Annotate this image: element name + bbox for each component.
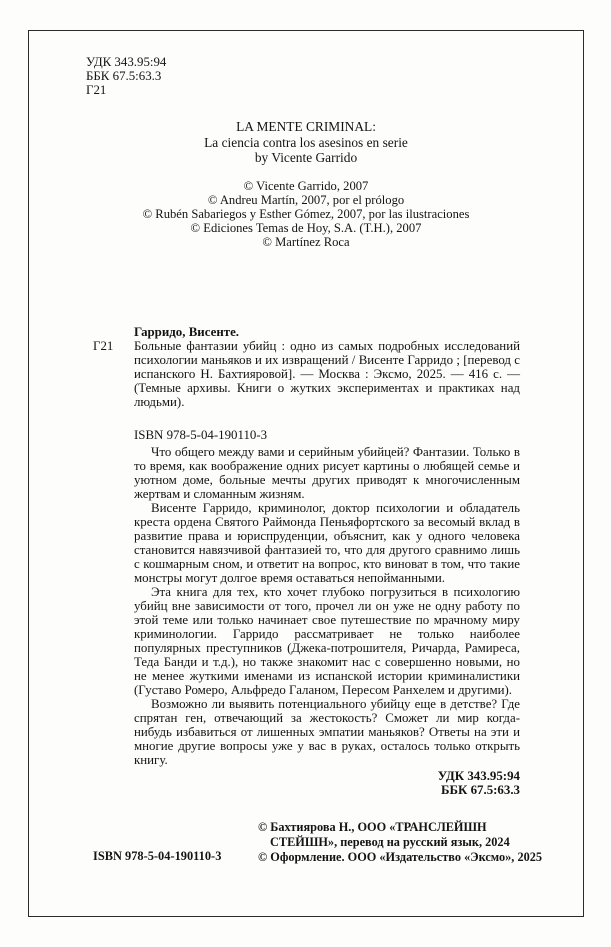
isbn-line: ISBN 978-5-04-190110-3 xyxy=(134,427,268,442)
bbk-code-top: ББК 67.5:63.3 xyxy=(86,69,162,83)
annotation-block xyxy=(134,445,520,767)
footer-block xyxy=(29,819,543,865)
annotation-paragraph: Возможно ли выявить потенциального убийцу еще в детстве? Где спрятан ген, отвечающий за жестокость? Сможет ли мир когда-нибудь избавиться от лишенных эмпатии маньяков? Ответы на эти и многие другие вопросы уже у вас в руках, осталось только открыть книгу. xyxy=(134,696,520,767)
annotation-paragraph: Эта книга для тех, кто хочет глубоко погрузиться в психологию убийц вне зависимости от того, прочел ли он уже не одну работу по этой теме или только начинает свое путешествие по мрачному миру криминологии. Гарридо рассматривает не только наиболее популярных преступников (Джека-потрошителя, Ричарда, Рамиреса, Теда Банди и т.д.), но также знакомит нас с совершенно новыми, но не менее жуткими именами из испанской истории криминалистики (Густаво Ромеро, Альфредо Галаном, Пересом Ранхелем и другими). xyxy=(134,584,520,697)
russian-copyright-list xyxy=(258,819,543,865)
catalog-card-entry: Больные фантазии убийц : одно из самых подробных исследований психологии маньяков и их извращений / Висенте Гарридо ; [перевод с испанского Н. Бахтияровой]. — Москва : Эксмо, 2025. — 416 с. — (Темные архивы. Книги о жутких экспериментах и практиках над людьми). xyxy=(134,338,520,409)
udk-code-bottom: УДК 343.95:94 xyxy=(437,768,520,783)
bbk-code-bottom: ББК 67.5:63.3 xyxy=(440,782,520,797)
page-border xyxy=(28,30,584,917)
original-copyright-line: © Vicente Garrido, 2007 xyxy=(243,178,369,193)
original-copyright-line: © Andreu Martín, 2007, por el prólogo xyxy=(207,192,405,207)
catalog-card-entry-row xyxy=(93,338,520,409)
original-title-block xyxy=(29,119,583,166)
annotation-paragraph: Висенте Гарридо, криминолог, доктор психологии и обладатель креста ордена Святого Раймонда Пеньяфортского за весомый вклад в развитие права и юриспруденции, объяснит, как у одного человека становится навязчивой фантазией то, что для другого сравнимо лишь с кошмарным сном, и ответит на вопрос, кто виноват в том, что такие монстры могут долгое время оставаться непойманными. xyxy=(134,500,520,585)
catalog-card-author: Гарридо, Висенте. xyxy=(134,324,240,339)
footer-isbn: ISBN 978-5-04-190110-3 xyxy=(93,848,222,863)
original-copyright-list xyxy=(29,179,583,249)
main-text-block xyxy=(93,324,520,797)
original-byline: by Vicente Garrido xyxy=(254,150,358,166)
udk-code-top: УДК 343.95:94 xyxy=(86,55,167,69)
design-copyright: © Оформление. ООО «Издательство «Эксмо», 2025 xyxy=(258,849,543,864)
catalog-card-code: Г21 xyxy=(93,338,114,353)
classification-codes-bottom xyxy=(134,769,520,797)
original-copyright-line: © Ediciones Temas de Hoy, S.A. (T.H.), 2007 xyxy=(190,220,422,235)
original-copyright-line: © Rubén Sabariegos y Esther Gómez, 2007, por las ilustraciones xyxy=(142,206,470,221)
original-copyright-line: © Martínez Roca xyxy=(262,234,350,249)
translation-copyright: © Бахтиярова Н., ООО «ТРАНСЛЕЙШН СТЕЙШН», перевод на русский язык, 2024 xyxy=(258,819,510,849)
original-title: LA MENTE CRIMINAL: xyxy=(236,119,376,134)
classification-codes-top xyxy=(86,55,583,97)
annotation-paragraph: Что общего между вами и серийным убийцей? Фантазии. Только в то время, как воображение одних рисует картины о любящей семье и уютном доме, больные мечты других приводят к многочисленным жертвам и сломанным жизням. xyxy=(134,444,520,501)
catalog-card xyxy=(93,324,520,409)
original-subtitle: La ciencia contra los asesinos en serie xyxy=(204,134,408,150)
author-sign-code: Г21 xyxy=(86,83,107,97)
